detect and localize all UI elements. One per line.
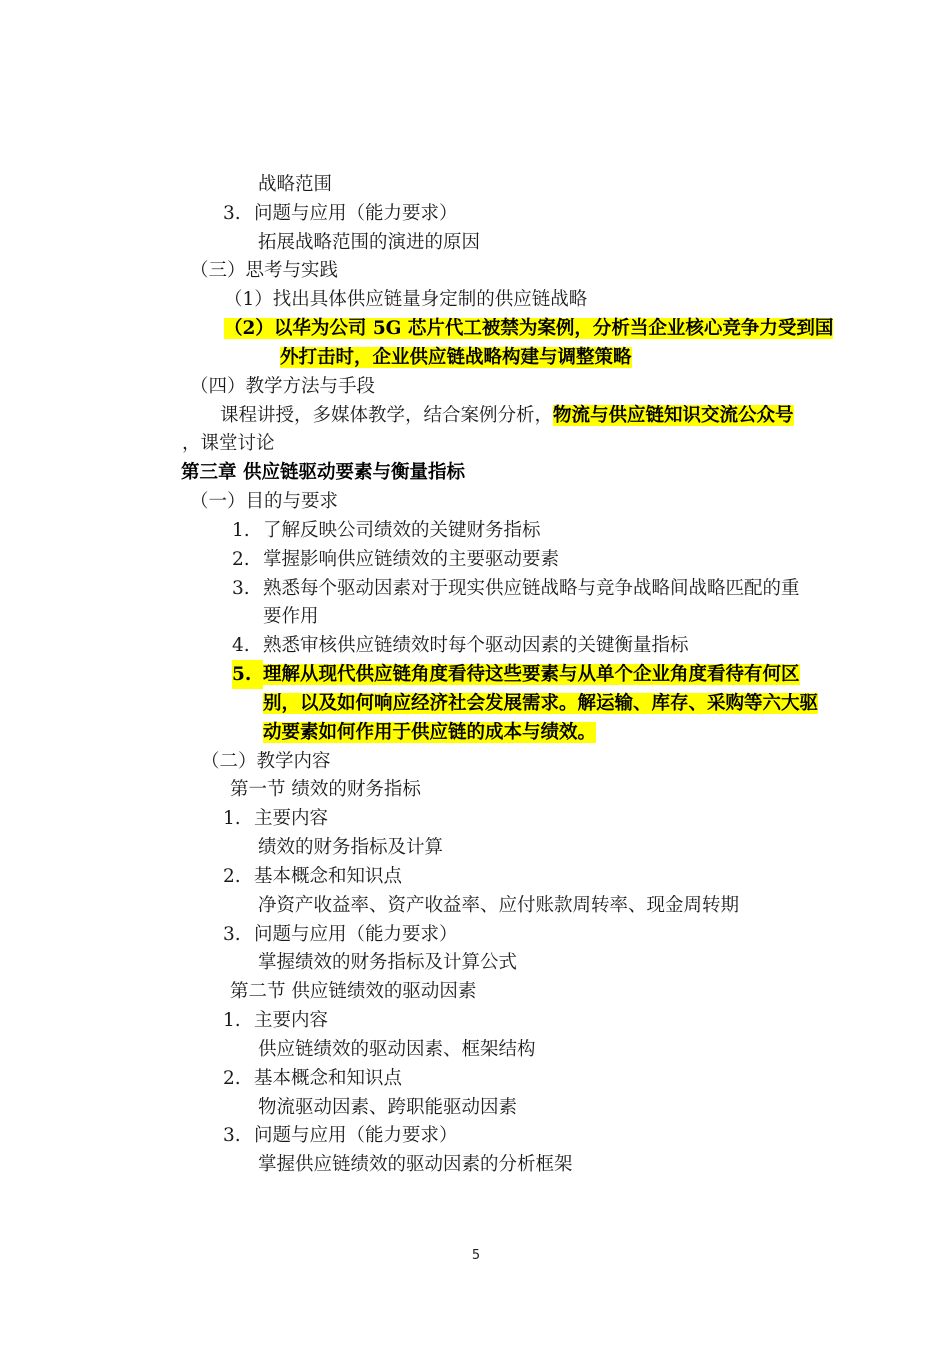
list-text: 问题与应用（能力要求）: [254, 203, 458, 224]
page-number: 5: [471, 1248, 481, 1263]
text-span: 课程讲授，多媒体教学，结合案例分析，: [220, 405, 554, 426]
highlighted-text: 外打击时，企业供应链战略构建与调整策略: [280, 347, 632, 368]
list-text: 熟悉审核供应链绩效时每个驱动因素的关键衡量指标: [263, 635, 689, 656]
highlighted-line: [263, 689, 818, 718]
list-text: 掌握影响供应链绩效的主要驱动要素: [263, 549, 560, 570]
section-title: 第二节 供应链绩效的驱动因素: [230, 981, 477, 1002]
list-text: 基本概念和知识点: [254, 866, 403, 887]
list-number: 1.: [223, 1010, 241, 1031]
highlighted-text: 物流与供应链知识交流公众号: [553, 405, 794, 426]
highlighted-text: （2）以华为公司 5G 芯片代工被禁为案例，分析当企业核心竞争力受到国: [224, 318, 834, 339]
list-item: [223, 1121, 458, 1150]
list-item: [223, 1006, 328, 1035]
highlighted-text: 动要素如何作用于供应链的成本与绩效。: [263, 722, 597, 743]
list-item: [223, 862, 402, 891]
text-line: [220, 401, 794, 430]
list-item: [232, 516, 541, 545]
highlighted-line: [263, 718, 596, 747]
highlighted-line: [280, 343, 632, 372]
list-number: 3.: [223, 203, 241, 224]
highlighted-text: 理解从现代供应链角度看待这些要素与从单个企业角度看待有何区: [263, 664, 800, 685]
list-number: 3.: [223, 924, 241, 945]
section-heading: （四）教学方法与手段: [190, 376, 376, 397]
section-heading: （二）教学内容: [201, 751, 331, 772]
list-text: 基本概念和知识点: [254, 1068, 403, 1089]
text-line: 拓展战略范围的演进的原因: [258, 232, 481, 253]
text-line: （1）找出具体供应链量身定制的供应链战略: [224, 289, 588, 310]
list-text: 了解反映公司绩效的关键财务指标: [263, 520, 541, 541]
text-line: 掌握供应链绩效的驱动因素的分析框架: [258, 1154, 573, 1175]
section-heading: （一）目的与要求: [190, 491, 339, 512]
text-line: 战略范围: [258, 174, 333, 195]
list-text: 熟悉每个驱动因素对于现实供应链战略与竞争战略间战略匹配的重: [263, 578, 800, 599]
highlighted-list-item: [232, 660, 800, 689]
list-item: [232, 631, 689, 660]
list-number: 1.: [232, 520, 250, 541]
list-number: 3.: [223, 1125, 241, 1146]
section-title: 第一节 绩效的财务指标: [230, 779, 421, 800]
text-line: ，课堂讨论: [182, 433, 275, 454]
list-text: 主要内容: [254, 808, 329, 829]
list-number: 2.: [223, 866, 241, 887]
list-item: [223, 1064, 402, 1093]
list-text: 问题与应用（能力要求）: [254, 1125, 458, 1146]
list-number: 3.: [232, 578, 250, 599]
list-text: 问题与应用（能力要求）: [254, 924, 458, 945]
list-number: 2.: [223, 1068, 241, 1089]
chapter-title: 第三章 供应链驱动要素与衡量指标: [181, 462, 465, 483]
list-number: 2.: [232, 549, 250, 570]
text-line: 掌握绩效的财务指标及计算公式: [258, 952, 518, 973]
list-number: 4.: [232, 635, 250, 656]
highlighted-line: [224, 314, 833, 343]
text-line: 供应链绩效的驱动因素、框架结构: [258, 1039, 536, 1060]
list-item: [223, 804, 328, 833]
text-line: 物流驱动因素、跨职能驱动因素: [258, 1097, 518, 1118]
list-item: [232, 574, 800, 603]
list-item: [223, 920, 458, 949]
list-text: 主要内容: [254, 1010, 329, 1031]
text-line: 绩效的财务指标及计算: [258, 837, 444, 858]
text-line: 净资产收益率、资产收益率、应付账款周转率、现金周转期: [258, 895, 740, 916]
list-number: 1.: [223, 808, 241, 829]
list-number: 5.: [232, 660, 263, 689]
list-item: [223, 199, 458, 228]
section-heading: （三）思考与实践: [190, 260, 339, 281]
text-line: 要作用: [263, 606, 319, 627]
highlighted-text: 别，以及如何响应经济社会发展需求。解运输、库存、采购等六大驱: [263, 693, 819, 714]
list-item: [232, 545, 559, 574]
